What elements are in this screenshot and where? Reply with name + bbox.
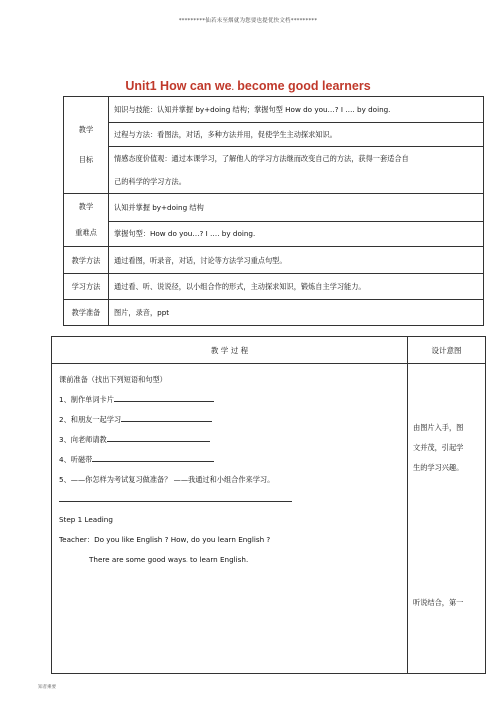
objective-process: 过程与方法：看图法，对话，多种方法并用，促使学生主动探求知识。	[109, 123, 484, 147]
key-point-1: 认知并掌握 by+doing 结构	[109, 194, 484, 222]
ways-main: There are some good ways	[89, 555, 187, 564]
learning-method-label: 学习方法	[64, 274, 109, 300]
key-points-label-1: 教学	[78, 202, 94, 211]
teaching-method-value: 通过看图，听录音，对话，讨论等方法学习重点句型。	[109, 247, 484, 274]
objectives-label-1: 教学	[78, 125, 94, 134]
phrase-item-5: 5、——你怎样为考试复习做准备？ ——我通过和小组合作来学习。	[59, 475, 275, 484]
phrase-item-2	[59, 410, 407, 430]
intent-line-2: 文并茂，引起学	[413, 443, 464, 452]
page-footer: 知者乘要	[38, 685, 56, 690]
process-table	[51, 336, 486, 674]
prep-line: 课前准备（找出下列短语和句型）	[59, 375, 167, 384]
phrase-item-1	[59, 390, 407, 410]
title-main: Unit1 How can we	[125, 79, 232, 93]
objective-emotion	[109, 147, 484, 194]
ways-dot: .	[186, 558, 188, 564]
process-header: 教 学 过 程	[52, 337, 408, 364]
answer-blank-4	[92, 453, 214, 462]
intent-spacer-2	[413, 478, 485, 593]
phrase-item-4	[59, 450, 407, 470]
title-dot: .	[231, 83, 234, 92]
phrase-item-4-text: 4、听磁带	[59, 455, 93, 464]
title-rest: become good learners	[233, 79, 371, 93]
separator-line	[59, 493, 292, 502]
answer-blank-2	[121, 413, 212, 422]
ways-line	[59, 550, 407, 570]
objectives-label-2: 目标	[78, 155, 94, 164]
objectives-table	[63, 96, 484, 326]
objective-emotion-line1: 情感态度价值观：通过本课学习，了解他人的学习方法继而改变自己的方法，获得一套适合自	[114, 154, 409, 163]
preparation-label: 教学准备	[64, 300, 109, 326]
teaching-method-label: 教学方法	[64, 247, 109, 274]
answer-blank-3	[107, 433, 210, 442]
phrase-item-3-text: 3、向老师请教	[59, 435, 107, 444]
key-points-label-2: 重难点	[75, 228, 97, 237]
process-body	[52, 364, 408, 674]
teacher-line: Teacher：Do you like English ? How, do you learn English ?	[59, 535, 271, 544]
intent-line-3: 生的学习兴趣。	[413, 463, 464, 472]
key-point-2: 掌握句型：How do you…? I …. by doing.	[109, 221, 484, 246]
ways-rest: to learn English.	[187, 555, 249, 564]
step-1-line: Step 1 Leading	[59, 515, 113, 524]
objectives-label-cell	[64, 97, 109, 194]
separator-line-row	[59, 490, 407, 510]
document-header: *********仙若未至烟就为您要也提优快文档*********	[178, 18, 318, 24]
phrase-item-3	[59, 430, 407, 450]
answer-blank-1	[114, 393, 214, 402]
intent-header: 设计意图	[408, 337, 486, 364]
intent-spacer	[413, 364, 485, 418]
objective-emotion-line2: 己的科学的学习方法。	[114, 177, 186, 186]
preparation-value: 图片，录音，ppt	[109, 300, 484, 326]
intent-line-4: 听说结合，第一	[413, 598, 464, 607]
objective-knowledge: 知识与技能：认知并掌握 by+doing 结构；掌握句型 How do you…? I …. by doing.	[109, 97, 484, 123]
key-points-label-cell	[64, 194, 109, 247]
intent-line-1: 由图片入手，图	[413, 423, 464, 432]
phrase-item-2-text: 2、和朋友一起学习	[59, 415, 122, 424]
learning-method-value: 通过看、听、说说径，以小组合作的形式，主动探求知识，锻炼自主学习能力。	[109, 274, 484, 300]
phrase-item-1-text: 1、制作单词卡片	[59, 395, 114, 404]
intent-body	[408, 364, 486, 674]
page-title	[0, 79, 496, 93]
